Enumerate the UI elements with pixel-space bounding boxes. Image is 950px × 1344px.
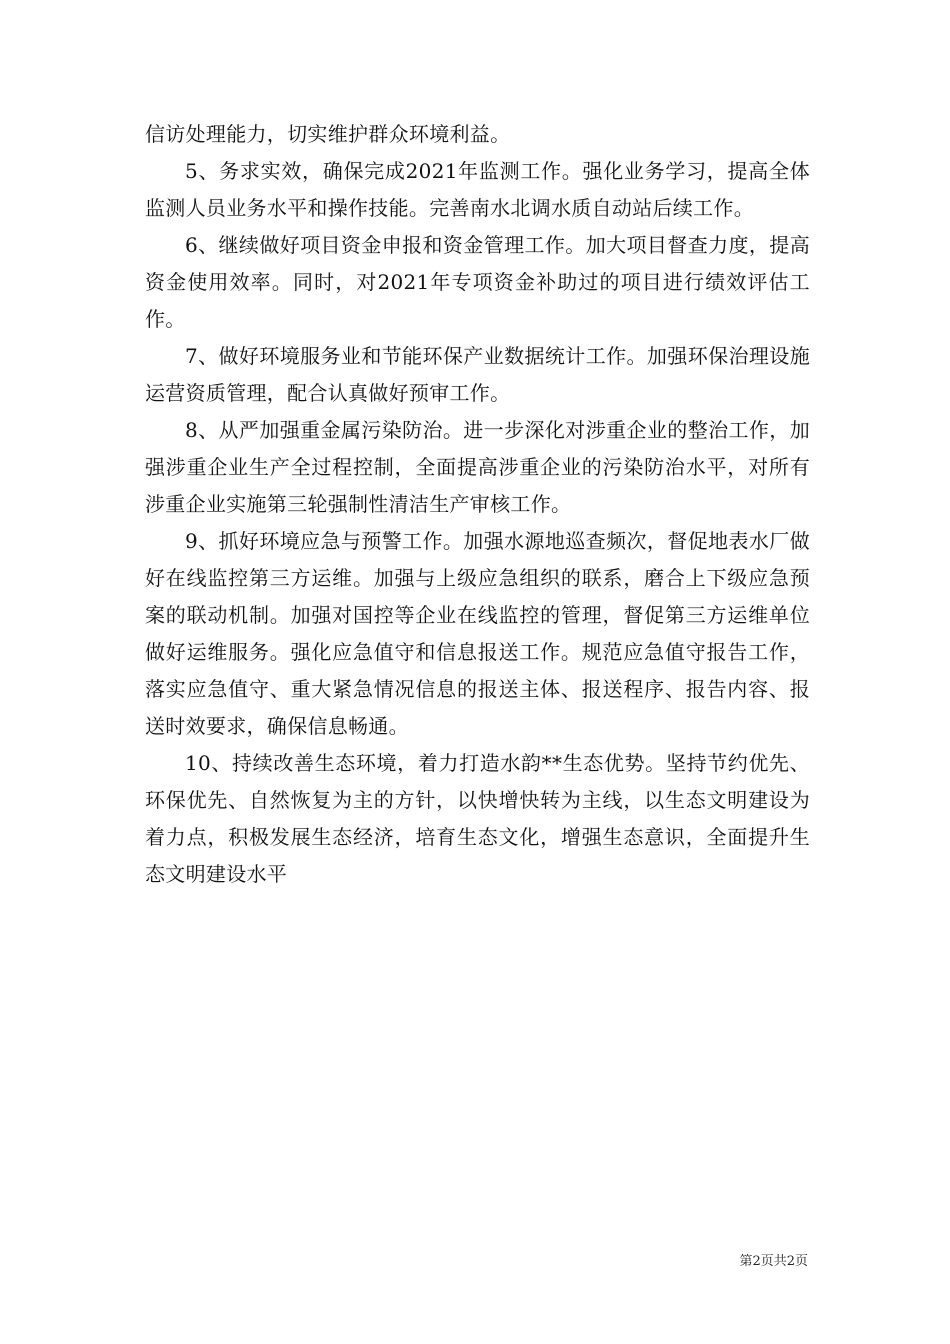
paragraph-item-6: 6、继续做好项目资金申报和资金管理工作。加大项目督查力度，提高资金使用效率。同时，对2021年专项资金补助过的项目进行绩效评估工作。 — [145, 233, 810, 331]
paragraph-item-10: 10、持续改善生态环境，着力打造水韵**生态优势。坚持节约优先、环保优先、自然恢复为主的方针，以快增快转为主线，以生态文明建设为着力点，积极发展生态经济，培育生态文化，增强生态意识，全面提升生态文明建设水平 — [145, 751, 810, 886]
paragraph-item-5: 5、务求实效，确保完成2021年监测工作。强化业务学习，提高全体监测人员业务水平和操作技能。完善南水北调水质自动站后续工作。 — [145, 159, 810, 220]
page-number-footer: 第2页共2页 — [739, 1254, 808, 1269]
paragraph-item-8: 8、从严加强重金属污染防治。进一步深化对涉重企业的整治工作，加强涉重企业生产全过程控制，全面提高涉重企业的污染防治水平，对所有涉重企业实施第三轮强制性清洁生产审核工作。 — [145, 418, 810, 516]
paragraph-item-7: 7、做好环境服务业和节能环保产业数据统计工作。加强环保治理设施运营资质管理，配合认真做好预审工作。 — [145, 344, 810, 405]
paragraph-item-9: 9、抓好环境应急与预警工作。加强水源地巡查频次，督促地表水厂做好在线监控第三方运维。加强与上级应急组织的联系，磨合上下级应急预案的联动机制。加强对国控等企业在线监控的管理，督促第三方运维单位做好运维服务。强化应急值守和信息报送工作。规范应急值守报告工作，落实应急值守、重大紧急情况信息的报送主体、报送程序、报告内容、报送时效要求，确保信息畅通。 — [145, 529, 810, 738]
paragraph-continuation: 信访处理能力，切实维护群众环境利益。 — [145, 122, 511, 146]
document-body — [145, 116, 810, 893]
